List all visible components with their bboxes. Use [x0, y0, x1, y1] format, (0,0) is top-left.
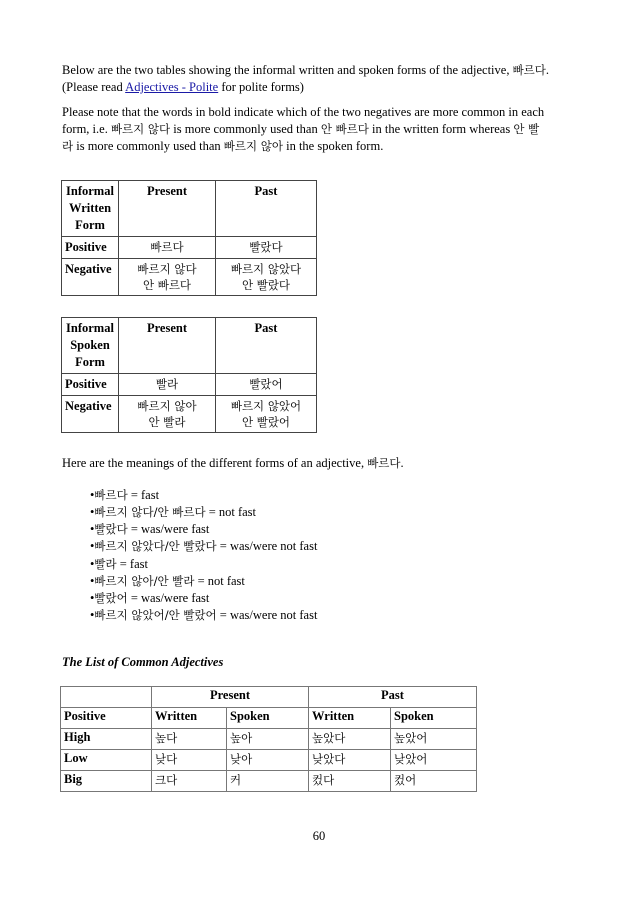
list-item: •빠르지 않다/안 빠르다 = not fast [90, 505, 257, 519]
note-line-2 [62, 121, 582, 138]
table-row [62, 374, 317, 396]
row-label: Positive [62, 237, 119, 259]
table-header-cell: Past [216, 181, 317, 237]
korean-form: 낮다 [155, 752, 178, 766]
list-item: •빨랐다 = was/were fast [90, 522, 210, 536]
korean-form: 빨라 [94, 557, 117, 571]
table-cell [152, 729, 227, 750]
korean-form: 안 빨랐다 [241, 278, 291, 292]
table-subheader-row [61, 708, 477, 729]
korean-form: 빠르지 않다 [137, 262, 197, 276]
table-header-cell: Past [216, 318, 317, 374]
table-cell [119, 396, 216, 433]
korean-form: 컸다 [312, 773, 335, 787]
intro-paren-close: for polite forms) [218, 80, 304, 94]
common-adjectives-table [60, 686, 477, 792]
table-row [61, 750, 477, 771]
meanings-intro-period: . [400, 456, 404, 470]
page-number: 60 [312, 829, 326, 843]
table-header-cell: Present [119, 181, 216, 237]
informal-written-table [61, 180, 317, 296]
korean-form: 안 빨라 [148, 415, 186, 429]
english-meaning: = fast [127, 488, 160, 502]
table-header-row [62, 181, 317, 237]
table-header-cell [61, 687, 152, 708]
english-meaning: = not fast [194, 574, 245, 588]
korean-form: 커 [230, 773, 242, 787]
korean-form: 빨랐어 [94, 591, 128, 605]
korean-form: 크다 [155, 773, 178, 787]
korean-form: 낮았다 [312, 752, 346, 766]
table-header-cell: Informal Written Form [62, 181, 119, 237]
table-cell [216, 237, 317, 259]
english-meaning: = was/were not fast [216, 539, 318, 553]
note-korean: 빠르지 않아 [223, 139, 283, 153]
table-header-cell: Positive [61, 708, 152, 729]
korean-form: 빨랐다 [94, 522, 128, 536]
table-cell [216, 396, 317, 433]
korean-form: 빠르다 [150, 240, 184, 254]
row-label: High [61, 729, 152, 750]
english-meaning: = was/were not fast [216, 608, 318, 622]
table-row [61, 771, 477, 792]
korean-form: 빠르지 않았다 [230, 262, 302, 276]
table-row [62, 396, 317, 433]
informal-spoken-table [61, 317, 317, 433]
meanings-list-written [90, 487, 317, 555]
korean-form: 빨라 [155, 377, 179, 391]
table-header-row [62, 318, 317, 374]
note-korean: 안 빨 [513, 122, 540, 136]
note-text: is more commonly used than [170, 122, 321, 136]
table-header-cell: Informal Spoken Form [62, 318, 119, 374]
note-line-1: Please note that the words in bold indicate which of the two negatives are more common in each [62, 105, 545, 119]
korean-form: 빠르지 않았어 [230, 399, 302, 413]
table-cell [216, 259, 317, 296]
note-line-3 [62, 138, 582, 155]
list-item: •빠르지 않았어/안 빨랐어 = was/were not fast [90, 608, 318, 622]
table-cell [227, 750, 309, 771]
table-cell [227, 729, 309, 750]
table-header-cell: Present [119, 318, 216, 374]
intro-period: . [545, 63, 550, 77]
adjectives-polite-link[interactable]: Adjectives - Polite [125, 80, 219, 94]
korean-form: 빠르지 않다/안 빠르다 [94, 505, 206, 519]
list-item: •빨라 = fast [90, 557, 148, 571]
row-label: Big [61, 771, 152, 792]
note-korean: 안 빠르다 [320, 122, 369, 136]
korean-form: 빠르다 [94, 488, 128, 502]
table-header-cell: Past [309, 687, 477, 708]
list-item: •빠르지 않아/안 빨라 = not fast [90, 574, 245, 588]
table-cell [391, 729, 477, 750]
korean-form: 낮아 [230, 752, 253, 766]
korean-form: 빠르지 않았어/안 빨랐어 [94, 608, 217, 622]
table-cell [391, 750, 477, 771]
note-korean: 라 [62, 139, 74, 153]
korean-form: 빠르지 않아/안 빨라 [94, 574, 195, 588]
english-meaning: = was/were fast [127, 522, 210, 536]
row-label: Positive [62, 374, 119, 396]
korean-form: 컸어 [394, 773, 417, 787]
table-header-cell: Spoken [227, 708, 309, 729]
table-row [62, 237, 317, 259]
english-meaning: = was/were fast [127, 591, 210, 605]
table-header-cell: Present [152, 687, 309, 708]
table-cell [152, 771, 227, 792]
note-paragraph [62, 104, 582, 155]
korean-form: 높았다 [312, 731, 346, 745]
table-cell [309, 750, 391, 771]
table-cell [119, 374, 216, 396]
table-cell [152, 750, 227, 771]
list-item: •빠르지 않았다/안 빨랐다 = was/were not fast [90, 539, 318, 553]
korean-form: 빨랐다 [249, 240, 283, 254]
intro-text: Below are the two tables showing the informal written and spoken forms of the adjective, [62, 63, 513, 77]
intro-paren-open: (Please read [62, 80, 126, 94]
list-item: •빨랐어 = was/were fast [90, 591, 210, 605]
note-text: form, i.e. [62, 122, 111, 136]
intro-korean-word: 빠르다 [512, 63, 546, 77]
row-label: Low [61, 750, 152, 771]
table-header-cell: Written [152, 708, 227, 729]
table-cell [227, 771, 309, 792]
table-cell [391, 771, 477, 792]
table-row [62, 259, 317, 296]
meanings-intro [62, 455, 582, 472]
note-text: is more commonly used than [73, 139, 224, 153]
table-header-cell: Spoken [391, 708, 477, 729]
korean-form: 빨랐어 [249, 377, 283, 391]
table-cell [119, 237, 216, 259]
english-meaning: = not fast [205, 505, 257, 519]
table-cell [119, 259, 216, 296]
table-cell [309, 729, 391, 750]
note-text: in the written form whereas [368, 122, 514, 136]
korean-form: 낮았어 [394, 752, 428, 766]
meanings-intro-text: Here are the meanings of the different forms of an adjective, [62, 456, 368, 470]
row-label: Negative [62, 396, 119, 433]
section-title: The List of Common Adjectives [62, 655, 224, 669]
table-header-cell: Written [309, 708, 391, 729]
table-header-row [61, 687, 477, 708]
meanings-list-spoken [90, 556, 317, 624]
korean-form: 안 빨랐어 [241, 415, 291, 429]
note-text: in the spoken form. [282, 139, 384, 153]
note-korean: 빠르지 않다 [110, 122, 171, 136]
intro-line-1 [62, 62, 582, 79]
table-cell [216, 374, 317, 396]
intro-paragraph [62, 62, 582, 96]
english-meaning: = fast [116, 557, 148, 571]
table-row [61, 729, 477, 750]
korean-form: 빠르지 않아 [137, 399, 197, 413]
korean-form: 높아 [230, 731, 253, 745]
table-cell [309, 771, 391, 792]
list-item: •빠르다 = fast [90, 488, 160, 502]
intro-line-2 [62, 79, 582, 96]
korean-form: 높다 [155, 731, 178, 745]
korean-form: 안 빠르다 [142, 278, 192, 292]
row-label: Negative [62, 259, 119, 296]
korean-form: 빠르지 않았다/안 빨랐다 [94, 539, 217, 553]
korean-form: 높았어 [394, 731, 428, 745]
meanings-intro-korean: 빠르다 [367, 456, 401, 470]
